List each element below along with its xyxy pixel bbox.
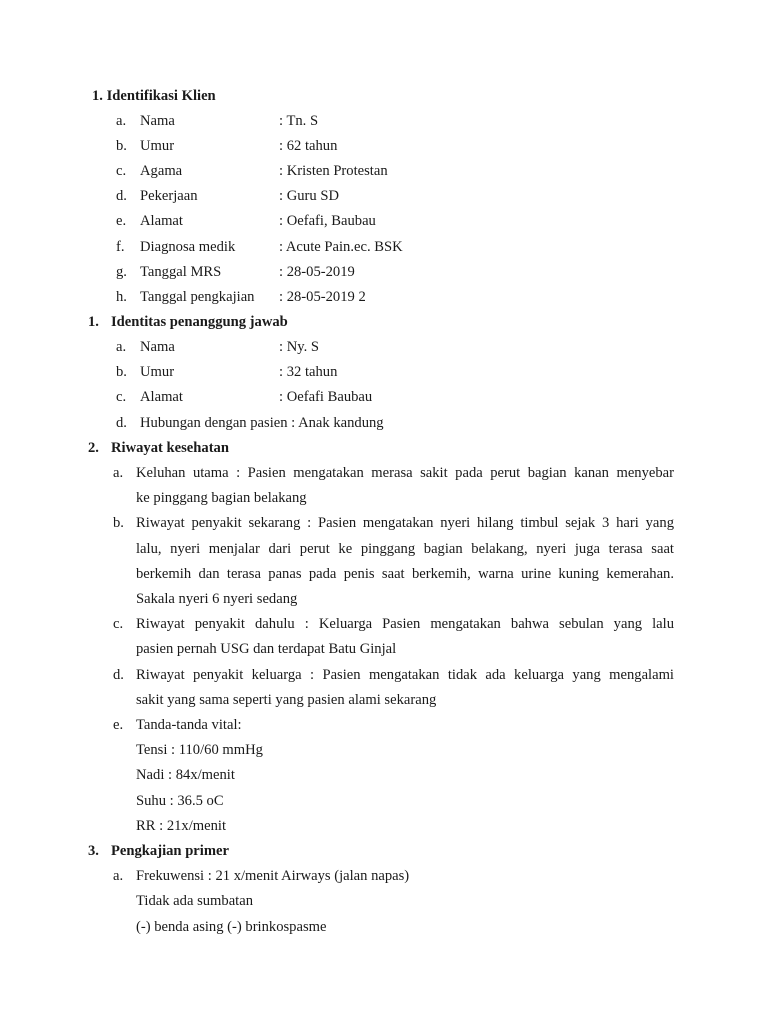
vital-suhu: Suhu : 36.5 oC xyxy=(136,793,224,809)
field-value-alamat: : Oefafi Baubau xyxy=(279,389,373,405)
riwayat-sekarang-line: berkemih dan terasa panas pada penis saat berkemih, warna urine kuning kemerahan. xyxy=(136,566,674,582)
list-marker: a. xyxy=(113,465,124,481)
section-number: 3. xyxy=(88,843,99,859)
pengkajian-line: (-) benda asing (-) brinkospasme xyxy=(136,919,327,935)
field-value-nama: : Tn. S xyxy=(279,113,319,129)
list-marker: g. xyxy=(116,264,127,280)
field-hubungan: Hubungan dengan pasien : Anak kandung xyxy=(140,415,384,431)
field-label-alamat: Alamat xyxy=(140,389,183,405)
riwayat-keluarga-line: sakit yang sama seperti yang pasien alami sekarang xyxy=(136,692,437,708)
field-value-umur: : 32 tahun xyxy=(279,364,338,380)
list-marker: a. xyxy=(116,339,127,355)
list-marker: e. xyxy=(116,213,127,229)
list-marker: b. xyxy=(116,364,127,380)
field-label-nama: Nama xyxy=(140,339,175,355)
list-marker: a. xyxy=(113,868,124,884)
vital-rr: RR : 21x/menit xyxy=(136,818,226,834)
riwayat-sekarang-line: Sakala nyeri 6 nyeri sedang xyxy=(136,591,298,607)
list-marker: d. xyxy=(113,667,124,683)
pengkajian-line: Tidak ada sumbatan xyxy=(136,893,254,909)
field-value-alamat: : Oefafi, Baubau xyxy=(279,213,376,229)
vital-nadi: Nadi : 84x/menit xyxy=(136,767,235,783)
keluhan-utama-line: Keluhan utama : Pasien mengatakan merasa sakit pada perut bagian kanan menyebar xyxy=(136,465,674,481)
keluhan-utama-line: ke pinggang bagian belakang xyxy=(136,490,307,506)
list-marker: c. xyxy=(113,616,124,632)
riwayat-dahulu-line: pasien pernah USG dan terdapat Batu Ginjal xyxy=(136,641,397,657)
section-3-title: Riwayat kesehatan xyxy=(111,440,229,456)
list-marker: h. xyxy=(116,289,127,305)
section-4-title: Pengkajian primer xyxy=(111,843,229,859)
list-marker: b. xyxy=(116,138,127,154)
field-label-nama: Nama xyxy=(140,113,175,129)
list-marker: d. xyxy=(116,415,127,431)
field-value-tanggal-pengkajian: : 28-05-2019 2 xyxy=(279,289,366,305)
riwayat-sekarang-line: lalu, nyeri menjalar dari perut ke pinggang bagian belakang, nyeri juga terasa saat xyxy=(136,541,674,557)
section-2-title: Identitas penanggung jawab xyxy=(111,314,288,330)
riwayat-keluarga-line: Riwayat penyakit keluarga : Pasien mengatakan tidak ada keluarga yang mengalami xyxy=(136,667,674,683)
field-label-diagnosa: Diagnosa medik xyxy=(140,239,236,255)
field-value-tanggal-mrs: : 28-05-2019 xyxy=(279,264,355,280)
list-marker: d. xyxy=(116,188,127,204)
pengkajian-line: Frekuwensi : 21 x/menit Airways (jalan napas) xyxy=(136,868,410,884)
field-value-agama: : Kristen Protestan xyxy=(279,163,388,179)
vital-signs-title: Tanda-tanda vital: xyxy=(136,717,242,733)
section-number: 2. xyxy=(88,440,99,456)
list-marker: c. xyxy=(116,389,127,405)
field-label-alamat: Alamat xyxy=(140,213,183,229)
list-marker: b. xyxy=(113,515,124,531)
list-marker: f. xyxy=(116,239,125,255)
field-label-tanggal-pengkajian: Tanggal pengkajian xyxy=(140,289,255,305)
section-number: 1. xyxy=(88,314,99,330)
riwayat-sekarang-line: Riwayat penyakit sekarang : Pasien mengatakan nyeri hilang timbul sejak 3 hari yang xyxy=(136,515,674,531)
riwayat-dahulu-line: Riwayat penyakit dahulu : Keluarga Pasien mengatakan bahwa sebulan yang lalu xyxy=(136,616,674,632)
list-marker: a. xyxy=(116,113,127,129)
field-label-tanggal-mrs: Tanggal MRS xyxy=(140,264,222,280)
field-label-umur: Umur xyxy=(140,364,175,380)
field-label-agama: Agama xyxy=(140,163,183,179)
list-marker: c. xyxy=(116,163,127,179)
vital-tensi: Tensi : 110/60 mmHg xyxy=(136,742,263,758)
field-label-umur: Umur xyxy=(140,138,175,154)
field-value-diagnosa: : Acute Pain.ec. BSK xyxy=(279,239,403,255)
section-1-title: 1. Identifikasi Klien xyxy=(92,88,216,104)
field-label-pekerjaan: Pekerjaan xyxy=(140,188,198,204)
field-value-pekerjaan: : Guru SD xyxy=(279,188,339,204)
list-marker: e. xyxy=(113,717,124,733)
field-value-umur: : 62 tahun xyxy=(279,138,338,154)
field-value-nama: : Ny. S xyxy=(279,339,320,355)
